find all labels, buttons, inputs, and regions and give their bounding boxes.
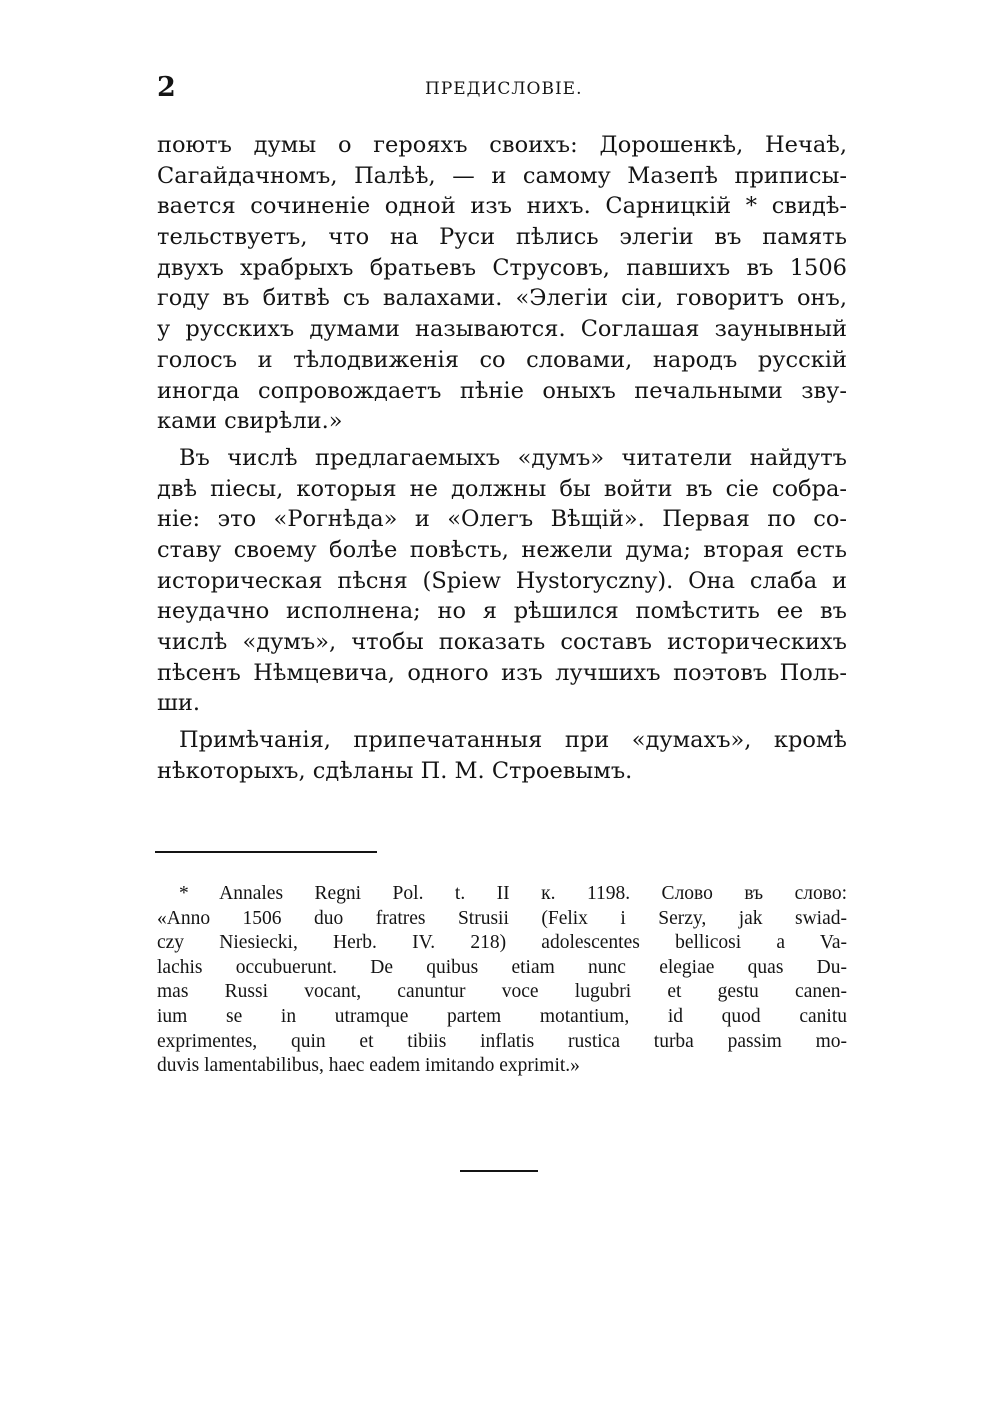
footnote-line: ium se in utramque partem motantium, id quod canitu [157,1005,847,1027]
page-number: 2 [157,72,176,103]
footnote-divider [155,851,377,853]
main-text [157,130,847,786]
text-line: у русскихъ думами называются. Соглашая заунывный [157,316,847,343]
text-line: ніе: это «Рогнѣда» и «Олегъ Вѣщій». Первая по со- [157,506,847,533]
text-line: нѣкоторыхъ, сдѣланы П. М. Строевымъ. [157,757,633,784]
footnote-line: «Anno 1506 duo fratres Strusii (Felix i Serzy, jak swiad- [157,907,847,929]
text-line: ши. [157,690,201,717]
text-line: историческая пѣсня (Spiew Hystoryczny). Она слаба и [157,567,847,594]
text-line: вается сочиненіе одной изъ нихъ. Сарницкій * свидѣ- [157,193,847,220]
footnote [157,882,847,1079]
text-line: тельствуетъ, что на Руси пѣлись элегіи въ память [157,224,847,251]
text-line: поютъ думы о герояхъ своихъ: Дорошенкѣ, Нечаѣ, [157,132,847,158]
footnote-line: lachis occubuerunt. De quibus etiam nunc elegiae quas Du- [157,956,847,978]
text-line: ставу своему болѣе повѣсть, нежели дума; вторая есть [157,536,847,563]
page-header [157,70,847,110]
text-line: неудачно исполнена; но я рѣшился помѣстить ее въ [157,598,847,625]
footnote-line: mas Russi vocant, canuntur voce lugubri et gestu canen- [157,981,847,1003]
text-line: голосъ и тѣлодвиженія со словами, народъ русскій [157,346,847,373]
text-line: Сагайдачномъ, Палѣѣ, — и самому Мазепѣ приписы- [157,162,847,189]
footnote-line: czy Niesiecki, Herb. IV. 218) adolescentes bellicosi a Va- [157,932,847,954]
footnote-line: exprimentes, quin et tibiis inflatis rustica turba passim mo- [157,1030,847,1052]
footnote-line: * Annales Regni Pol. t. II к. 1198. Слово въ слово: [179,883,847,904]
text-line: Примѣчанія, припечатанныя при «думахъ», кромѣ [179,727,847,754]
text-line: пѣсенъ Нѣмцевича, одного изъ лучшихъ поэтовъ Поль- [157,659,847,686]
text-line: двухъ храбрыхъ братьевъ Струсовъ, павшихъ въ 1506 [157,254,847,281]
text-line: иногда сопровождаетъ пѣніе оныхъ печальными зву- [157,377,847,404]
text-line: году въ битвѣ съ валахами. «Элегіи сіи, говоритъ онъ, [157,285,847,312]
running-head: ПРЕДИСЛОВІЕ. [425,79,583,99]
end-divider [460,1170,538,1172]
footnote-line: duvis lamentabilibus, haec eadem imitando exprimit.» [157,1055,580,1077]
text-line: ками свирѣли.» [157,408,343,435]
text-line: двѣ піесы, которыя не должны бы войти въ сіе собра- [157,475,847,502]
text-line: Въ числѣ предлагаемыхъ «думъ» читатели найдутъ [179,444,847,471]
text-line: числѣ «думъ», чтобы показать составъ историческихъ [157,629,847,655]
